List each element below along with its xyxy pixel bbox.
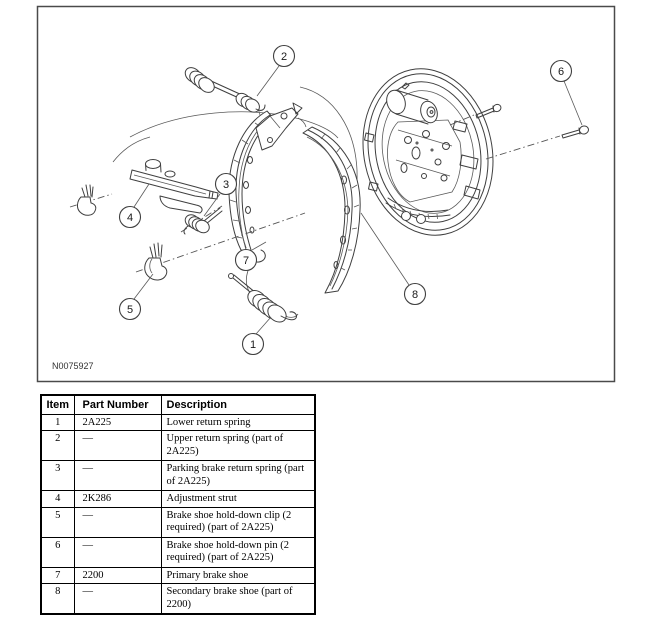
figure-reference-code: N0075927: [52, 361, 94, 371]
cell-description: Upper return spring (part of 2A225): [161, 431, 315, 461]
figure-border: [38, 7, 615, 382]
cell-description: Parking brake return spring (part of 2A225): [161, 461, 315, 491]
cell-item: 5: [41, 507, 74, 537]
cell-item: 2: [41, 431, 74, 461]
svg-text:7: 7: [242, 255, 250, 267]
cell-part-number: —: [74, 461, 161, 491]
cell-description: Lower return spring: [161, 414, 315, 431]
callout-3: [216, 174, 237, 195]
cell-description: Adjustment strut: [161, 491, 315, 508]
parts-table: [40, 394, 316, 615]
table-row: [41, 431, 315, 461]
callout-8: [405, 284, 426, 305]
table-row: [41, 491, 315, 508]
cell-part-number: 2K286: [74, 491, 161, 508]
svg-text:8: 8: [411, 289, 419, 301]
cell-part-number: 2A225: [74, 414, 161, 431]
table-row: [41, 414, 315, 431]
svg-text:2: 2: [280, 51, 288, 63]
header-part-number: Part Number: [74, 395, 161, 414]
cell-description: Brake shoe hold-down pin (2 required) (part of 2A225): [161, 537, 315, 567]
cell-item: 1: [41, 414, 74, 431]
cell-item: 3: [41, 461, 74, 491]
callout-6: [551, 61, 572, 82]
svg-text:6: 6: [557, 66, 565, 78]
cell-description: Primary brake shoe: [161, 567, 315, 584]
cell-part-number: —: [74, 584, 161, 614]
cell-part-number: —: [74, 537, 161, 567]
cell-part-number: —: [74, 431, 161, 461]
cell-item: 7: [41, 567, 74, 584]
svg-text:5: 5: [126, 304, 134, 316]
cell-part-number: —: [74, 507, 161, 537]
callout-4: [120, 207, 141, 228]
cell-description: Secondary brake shoe (part of 2200): [161, 584, 315, 614]
cell-item: 6: [41, 537, 74, 567]
header-description: Description: [161, 395, 315, 414]
cell-part-number: 2200: [74, 567, 161, 584]
table-row: [41, 461, 315, 491]
table-row: [41, 507, 315, 537]
table-row: [41, 584, 315, 614]
svg-text:1: 1: [249, 339, 257, 351]
callout-5: [120, 299, 141, 320]
callout-1: [243, 334, 264, 355]
header-item: Item: [41, 395, 74, 414]
cell-item: 4: [41, 491, 74, 508]
cell-item: 8: [41, 584, 74, 614]
table-row: [41, 537, 315, 567]
svg-text:3: 3: [222, 179, 230, 191]
cell-description: Brake shoe hold-down clip (2 required) (part of 2A225): [161, 507, 315, 537]
svg-text:4: 4: [126, 212, 134, 224]
callout-7: [236, 250, 257, 271]
table-header-row: [41, 395, 315, 414]
callout-2: [274, 46, 295, 67]
table-row: [41, 567, 315, 584]
